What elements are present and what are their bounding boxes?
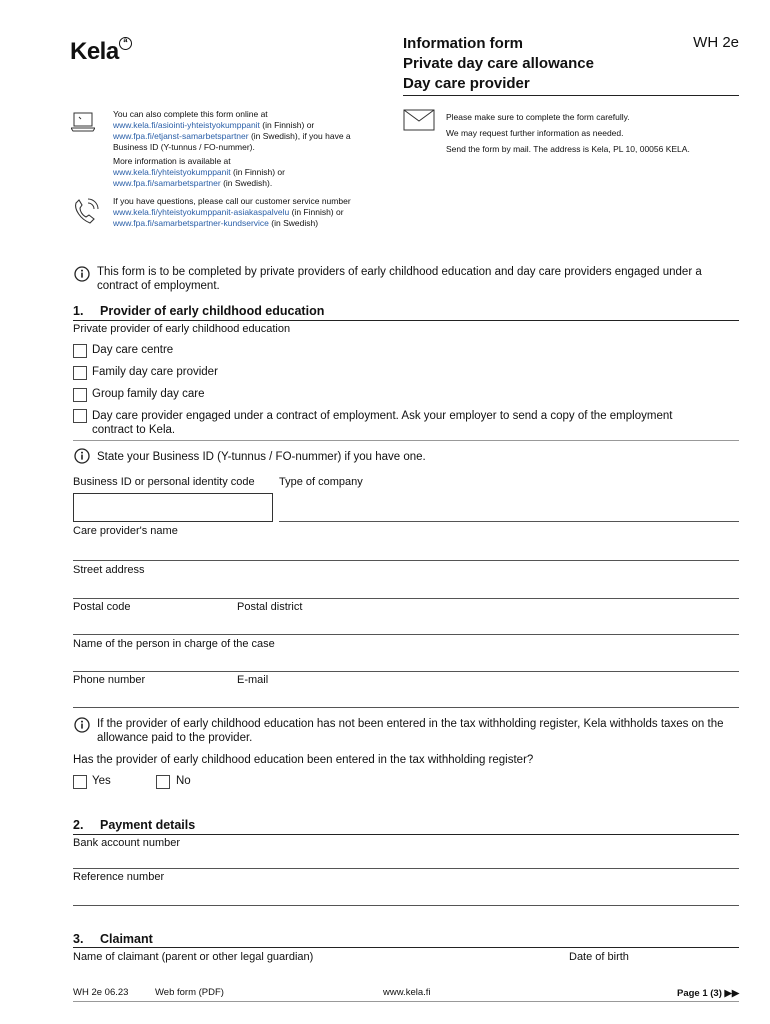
online-line3: [113, 131, 393, 142]
phone-line1: If you have questions, please call our customer service number: [113, 196, 351, 206]
section3-number: 3.: [73, 932, 84, 946]
section2-rule: [73, 834, 739, 835]
bank-account-input[interactable]: [73, 868, 739, 869]
logo-mark-icon: ª: [119, 37, 132, 50]
section3-rule: [73, 947, 739, 948]
link-kela-yhteistyo[interactable]: www.kela.fi/yhteistyokumppanit: [113, 167, 231, 177]
more-info-line: More information is available at: [113, 156, 231, 166]
email-label: E-mail: [237, 674, 269, 686]
reference-number-label: Reference number: [73, 871, 165, 883]
contract-line2: contract to Kela.: [92, 424, 176, 436]
title-provider: Day care provider: [403, 75, 530, 92]
care-provider-name-input[interactable]: [73, 560, 739, 561]
phone-number-label: Phone number: [73, 674, 146, 686]
online-after1: (in Finnish) or: [259, 120, 315, 130]
more-after3: (in Finnish) or: [230, 167, 285, 177]
bank-account-label: Bank account number: [73, 837, 181, 849]
postal-input[interactable]: [73, 634, 739, 635]
company-type-label: Type of company: [279, 476, 363, 488]
options-divider: [73, 440, 739, 441]
company-type-input[interactable]: [279, 521, 739, 522]
link-fpa-kundservice[interactable]: www.fpa.fi/samarbetspartner-kundservice: [113, 218, 269, 228]
section1-heading: Provider of early childhood education: [100, 304, 325, 318]
more-info-line2: [113, 167, 393, 178]
label-yes: Yes: [92, 775, 111, 787]
logo-text: Kela: [70, 38, 119, 65]
business-id-input[interactable]: [73, 493, 273, 522]
checkbox-no[interactable]: [156, 775, 170, 789]
section2-number: 2.: [73, 818, 84, 832]
info-icon: [74, 717, 90, 733]
business-id-label: Business ID or personal identity code: [73, 476, 255, 488]
intro-line1: This form is to be completed by private providers of early childhood education and day care providers engaged under a: [97, 266, 702, 278]
tax-info-line1: If the provider of early childhood education has not been entered in the tax withholding register, Kela withholds taxes on the: [97, 718, 724, 730]
link-kela-asiointi[interactable]: www.kela.fi/asiointi-yhteistyokumppanit: [113, 120, 260, 130]
label-group-family-day-care: Group family day care: [92, 388, 205, 400]
checkbox-yes[interactable]: [73, 775, 87, 789]
label-contract-employment: [92, 409, 742, 437]
online-after2: (in Swedish), if you have a: [248, 131, 351, 141]
phone-after2: (in Swedish): [268, 218, 319, 228]
info-icon: [74, 448, 90, 464]
section2-heading: Payment details: [100, 818, 196, 832]
claimant-name-label: Name of claimant (parent or other legal guardian): [73, 951, 314, 963]
reference-number-input[interactable]: [73, 905, 739, 906]
more-info-line3: [113, 178, 393, 189]
mail-line1: Please make sure to complete the form carefully.: [446, 112, 630, 122]
form-titles: [403, 34, 594, 94]
more-after4: (in Swedish).: [220, 178, 273, 188]
mail-info: [446, 109, 746, 157]
link-fpa-samarbetspartner[interactable]: www.fpa.fi/samarbetspartner: [113, 178, 221, 188]
online-line2: [113, 120, 393, 131]
postal-district-label: Postal district: [237, 601, 303, 613]
footer-type: Web form (PDF): [155, 987, 224, 998]
intro-line2: contract of employment.: [97, 280, 220, 292]
street-address-label: Street address: [73, 564, 145, 576]
checkbox-contract-employment[interactable]: [73, 409, 87, 423]
title-information-form: Information form: [403, 35, 523, 52]
phone-icon: [70, 195, 102, 227]
person-in-charge-input[interactable]: [73, 671, 739, 672]
street-address-input[interactable]: [73, 598, 739, 599]
tax-question: Has the provider of early childhood education been entered in the tax withholding register?: [73, 754, 534, 766]
link-fpa-etjanst[interactable]: www.fpa.fi/etjanst-samarbetspartner: [113, 131, 249, 141]
section3-heading: Claimant: [100, 932, 153, 946]
phone-info: [113, 196, 403, 229]
phone-line3: [113, 218, 403, 229]
care-provider-name-label: Care provider's name: [73, 525, 178, 537]
checkbox-day-care-centre[interactable]: [73, 344, 87, 358]
checkbox-family-day-care[interactable]: [73, 366, 87, 380]
footer-page: [677, 988, 739, 999]
phone-after1: (in Finnish) or: [289, 207, 344, 217]
mail-line3: Send the form by mail. The address is Kela, PL 10, 00056 KELA.: [446, 144, 690, 154]
online-line1: You can also complete this form online at: [113, 109, 268, 119]
tax-info: [97, 717, 757, 745]
business-id-info: State your Business ID (Y-tunnus / FO-nummer) if you have one.: [97, 451, 426, 463]
online-info: [113, 109, 393, 189]
footer-rule: [73, 1001, 739, 1002]
online-line4: Business ID (Y-tunnus / FO-nummer).: [113, 142, 255, 152]
person-in-charge-label: Name of the person in charge of the case: [73, 638, 275, 650]
tax-info-line2: allowance paid to the provider.: [97, 732, 253, 744]
footer-site: www.kela.fi: [383, 987, 431, 998]
phone-line2: [113, 207, 403, 218]
kela-logo: [70, 38, 132, 66]
title-allowance: Private day care allowance: [403, 55, 594, 72]
contract-line1: Day care provider engaged under a contract of employment. Ask your employer to send a copy of the employment: [92, 410, 673, 422]
link-kela-asiakaspalvelu[interactable]: www.kela.fi/yhteistyokumppanit-asiakaspalvelu: [113, 207, 290, 217]
header-divider: [403, 95, 739, 96]
provider-type-label: Private provider of early childhood education: [73, 323, 291, 335]
label-day-care-centre: Day care centre: [92, 344, 174, 356]
section1-rule: [73, 320, 739, 321]
footer-code: WH 2e 06.23: [73, 987, 129, 998]
postal-code-label: Postal code: [73, 601, 131, 613]
date-of-birth-label: Date of birth: [569, 951, 629, 963]
label-no: No: [176, 775, 191, 787]
phone-email-input[interactable]: [73, 707, 739, 708]
form-code: WH 2e: [693, 34, 739, 51]
next-page-icon[interactable]: ▶▶: [724, 988, 740, 999]
laptop-icon: [71, 112, 95, 132]
info-icon: [74, 266, 90, 282]
envelope-icon: [403, 109, 435, 131]
intro-text: [97, 265, 747, 293]
mail-line2: We may request further information as needed.: [446, 128, 624, 138]
page-number: Page 1 (3): [677, 988, 722, 999]
section1-number: 1.: [73, 304, 84, 318]
label-family-day-care: Family day care provider: [92, 366, 218, 378]
checkbox-group-family-day-care[interactable]: [73, 388, 87, 402]
